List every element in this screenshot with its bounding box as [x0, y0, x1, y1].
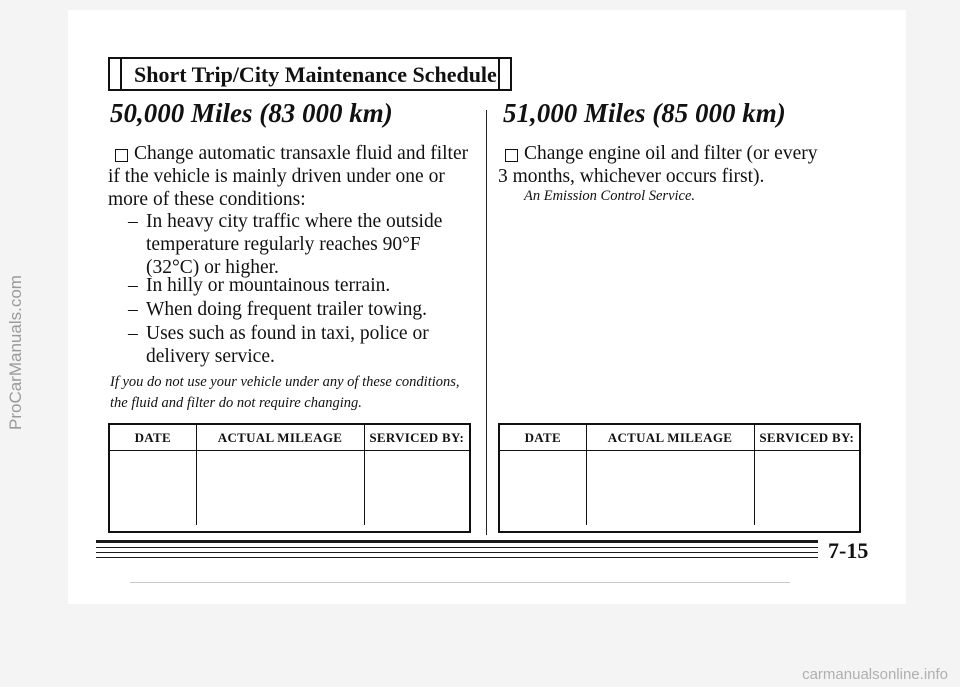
mileage-header: ACTUAL MILEAGE — [196, 425, 364, 451]
dash-icon: – — [128, 299, 138, 320]
serviced-by-cell[interactable] — [364, 451, 469, 526]
title-box-right-bar — [498, 57, 500, 91]
condition-item — [128, 274, 458, 297]
left-service-log — [108, 423, 471, 533]
footer-rule — [96, 552, 818, 553]
watermark: ProCarManuals.com — [6, 275, 25, 430]
right-section-heading: 51,000 Miles (85 000 km) — [503, 98, 786, 128]
mileage-cell[interactable] — [586, 451, 754, 526]
serviced-by-cell[interactable] — [754, 451, 859, 526]
left-note: If you do not use your vehicle under any of these conditions, the fluid and filter do not require changing. — [110, 374, 460, 411]
condition-item — [128, 322, 458, 368]
condition-text: When doing frequent trailer towing. — [146, 299, 428, 320]
footer-rule — [96, 547, 818, 548]
right-note: An Emission Control Service. — [524, 188, 696, 204]
date-cell[interactable] — [500, 451, 586, 526]
scan-artifact-line — [130, 582, 790, 583]
site-footer: carmanualsonline.info — [802, 666, 948, 683]
schedule-title-box — [108, 57, 512, 91]
condition-item — [128, 298, 458, 321]
condition-text: Uses such as found in taxi, police or delivery service. — [146, 323, 429, 367]
date-cell[interactable] — [110, 451, 196, 526]
title-box-left-bar — [120, 57, 122, 91]
serviced-by-header: SERVICED BY: — [754, 425, 859, 451]
right-item-text: Change engine oil and filter (or every 3 months, whichever occurs first). — [498, 143, 818, 187]
service-log-table — [500, 425, 859, 525]
dash-icon: – — [128, 211, 138, 232]
serviced-by-header: SERVICED BY: — [364, 425, 469, 451]
left-section-heading: 50,000 Miles (83 000 km) — [110, 98, 393, 128]
dash-icon: – — [128, 323, 138, 344]
service-log-table — [110, 425, 469, 525]
date-header: DATE — [110, 425, 196, 451]
page-number: 7-15 — [828, 538, 869, 563]
footer-rule — [96, 540, 818, 543]
dash-icon: – — [128, 275, 138, 296]
mileage-header: ACTUAL MILEAGE — [586, 425, 754, 451]
date-header: DATE — [500, 425, 586, 451]
footer-rule — [96, 557, 818, 558]
left-item-text: Change automatic transaxle fluid and filter if the vehicle is mainly driven under one or more of these conditions: — [108, 143, 469, 210]
condition-text: In heavy city traffic where the outside temperature regularly reaches 90°F (32°C) or higher. — [146, 211, 443, 278]
mileage-cell[interactable] — [196, 451, 364, 526]
condition-text: In hilly or mountainous terrain. — [146, 275, 391, 296]
condition-item — [128, 210, 458, 279]
schedule-title: Short Trip/City Maintenance Schedule — [134, 62, 497, 87]
right-service-log — [498, 423, 861, 533]
column-divider — [486, 110, 487, 535]
